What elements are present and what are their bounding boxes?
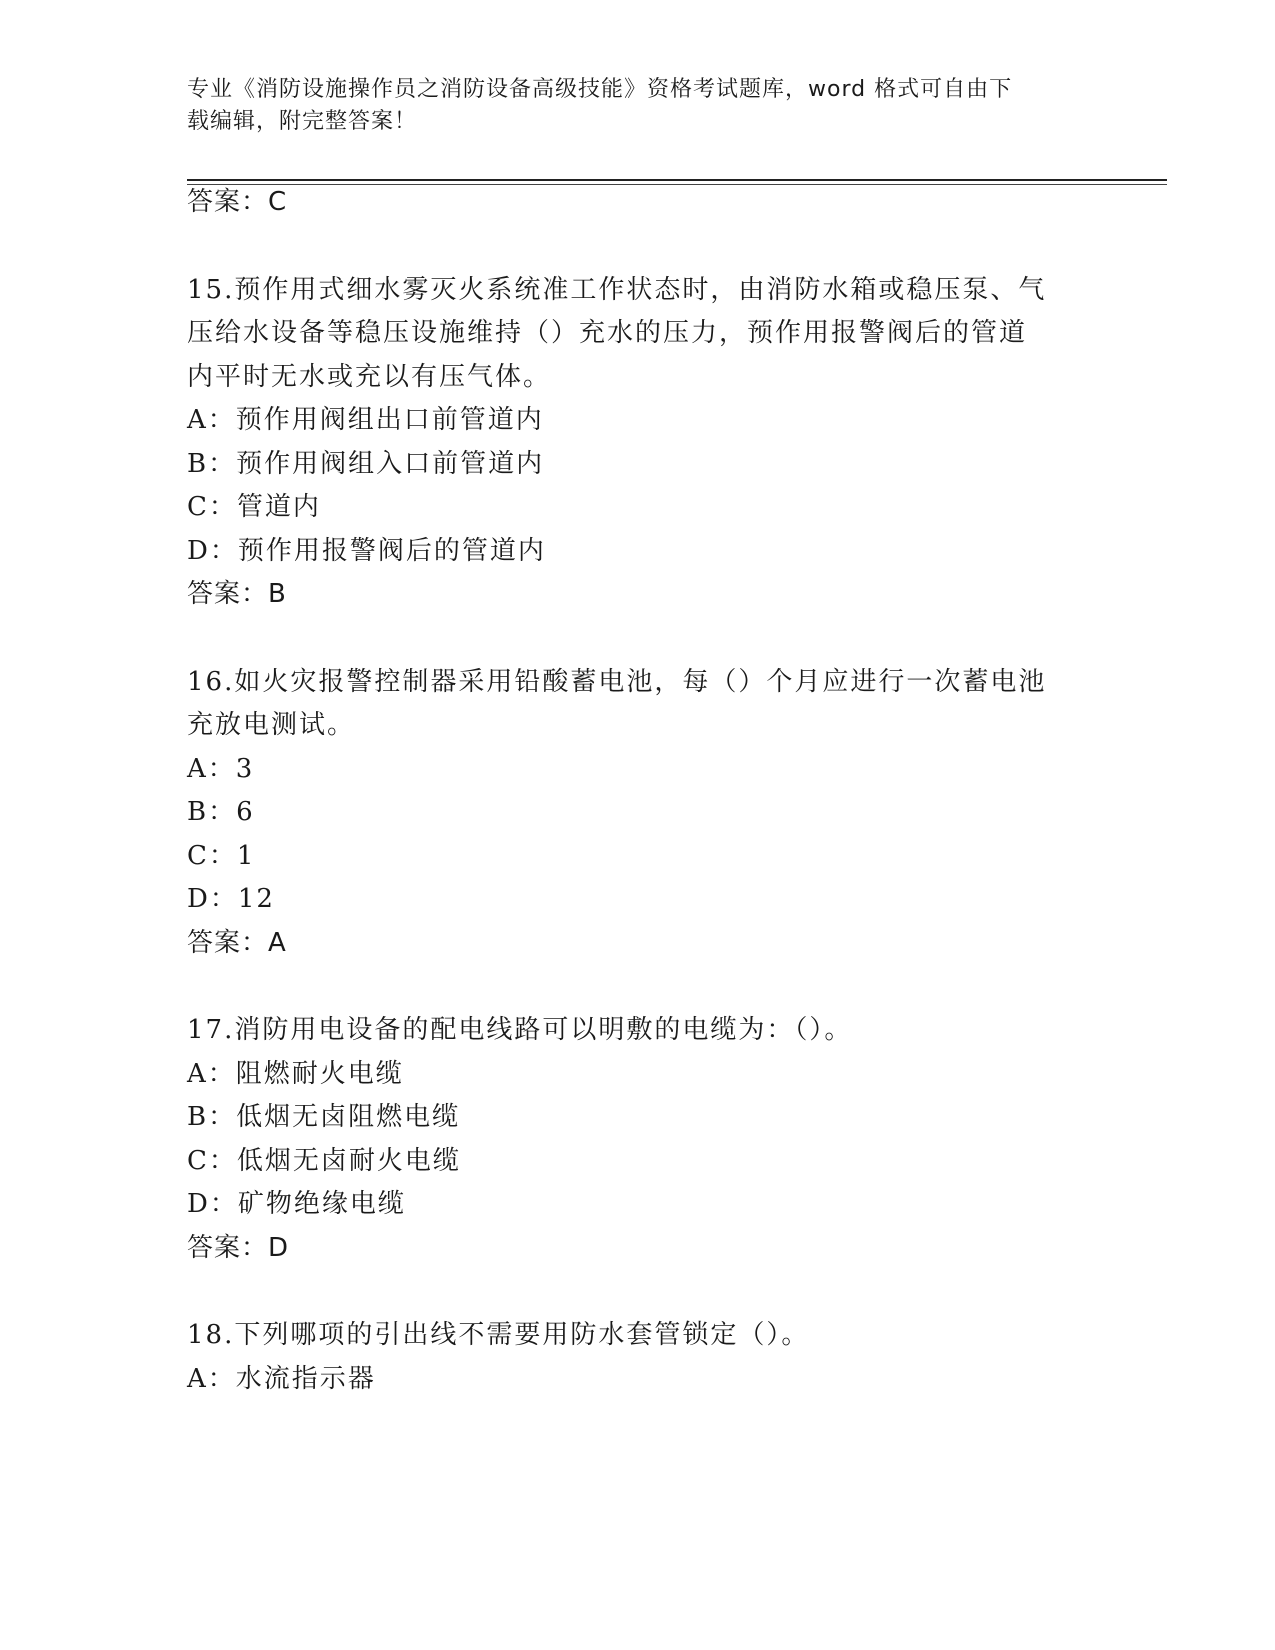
question-16-option-a: A：3 [187, 754, 255, 784]
header-intro-line-1: 专业《消防设施操作员之消防设备高级技能》资格考试题库，word 格式可自由下 [187, 77, 1013, 102]
question-17-option-c: C：低烟无卤耐火电缆 [187, 1146, 461, 1176]
question-16-option-d: D：12 [187, 884, 275, 914]
header-divider-thin [187, 184, 1167, 185]
question-17-answer: 答案：D [187, 1233, 290, 1263]
document-page [187, 0, 1167, 1650]
question-15-option-c: C：管道内 [187, 492, 321, 522]
question-16-option-c: C：1 [187, 841, 256, 871]
question-16-answer: 答案：A [187, 928, 287, 958]
question-15-answer: 答案：B [187, 579, 287, 609]
question-18-option-a: A：水流指示器 [187, 1364, 376, 1394]
question-15-stem-line-3: 内平时无水或充以有压气体。 [187, 362, 552, 392]
question-15-option-a: A：预作用阀组出口前管道内 [187, 405, 544, 435]
question-15-option-b: B：预作用阀组入口前管道内 [187, 449, 545, 479]
question-16-stem-line-1: 16.如火灾报警控制器采用铅酸蓄电池，每（）个月应进行一次蓄电池 [187, 667, 1047, 697]
question-17-option-b: B：低烟无卤阻燃电缆 [187, 1102, 461, 1132]
question-18-stem-line-1: 18.下列哪项的引出线不需要用防水套管锁定（）。 [187, 1320, 810, 1350]
question-17-stem-line-1: 17.消防用电设备的配电线路可以明敷的电缆为：（）。 [187, 1015, 853, 1045]
header-divider-thick [187, 179, 1167, 181]
previous-answer: 答案：C [187, 187, 288, 217]
question-15-stem-line-1: 15.预作用式细水雾灭火系统准工作状态时，由消防水箱或稳压泵、气 [187, 275, 1047, 305]
question-16-option-b: B：6 [187, 797, 255, 827]
document-header [187, 74, 1047, 138]
question-15-option-d: D：预作用报警阀后的管道内 [187, 536, 546, 566]
question-15-stem-line-2: 压给水设备等稳压设施维持（）充水的压力，预作用报警阀后的管道 [187, 318, 1028, 348]
question-17-option-d: D：矿物绝缘电缆 [187, 1189, 406, 1219]
header-intro-line-2: 载编辑，附完整答案！ [187, 109, 418, 134]
question-16-stem-line-2: 充放电测试。 [187, 710, 356, 740]
question-17-option-a: A：阻燃耐火电缆 [187, 1059, 404, 1089]
